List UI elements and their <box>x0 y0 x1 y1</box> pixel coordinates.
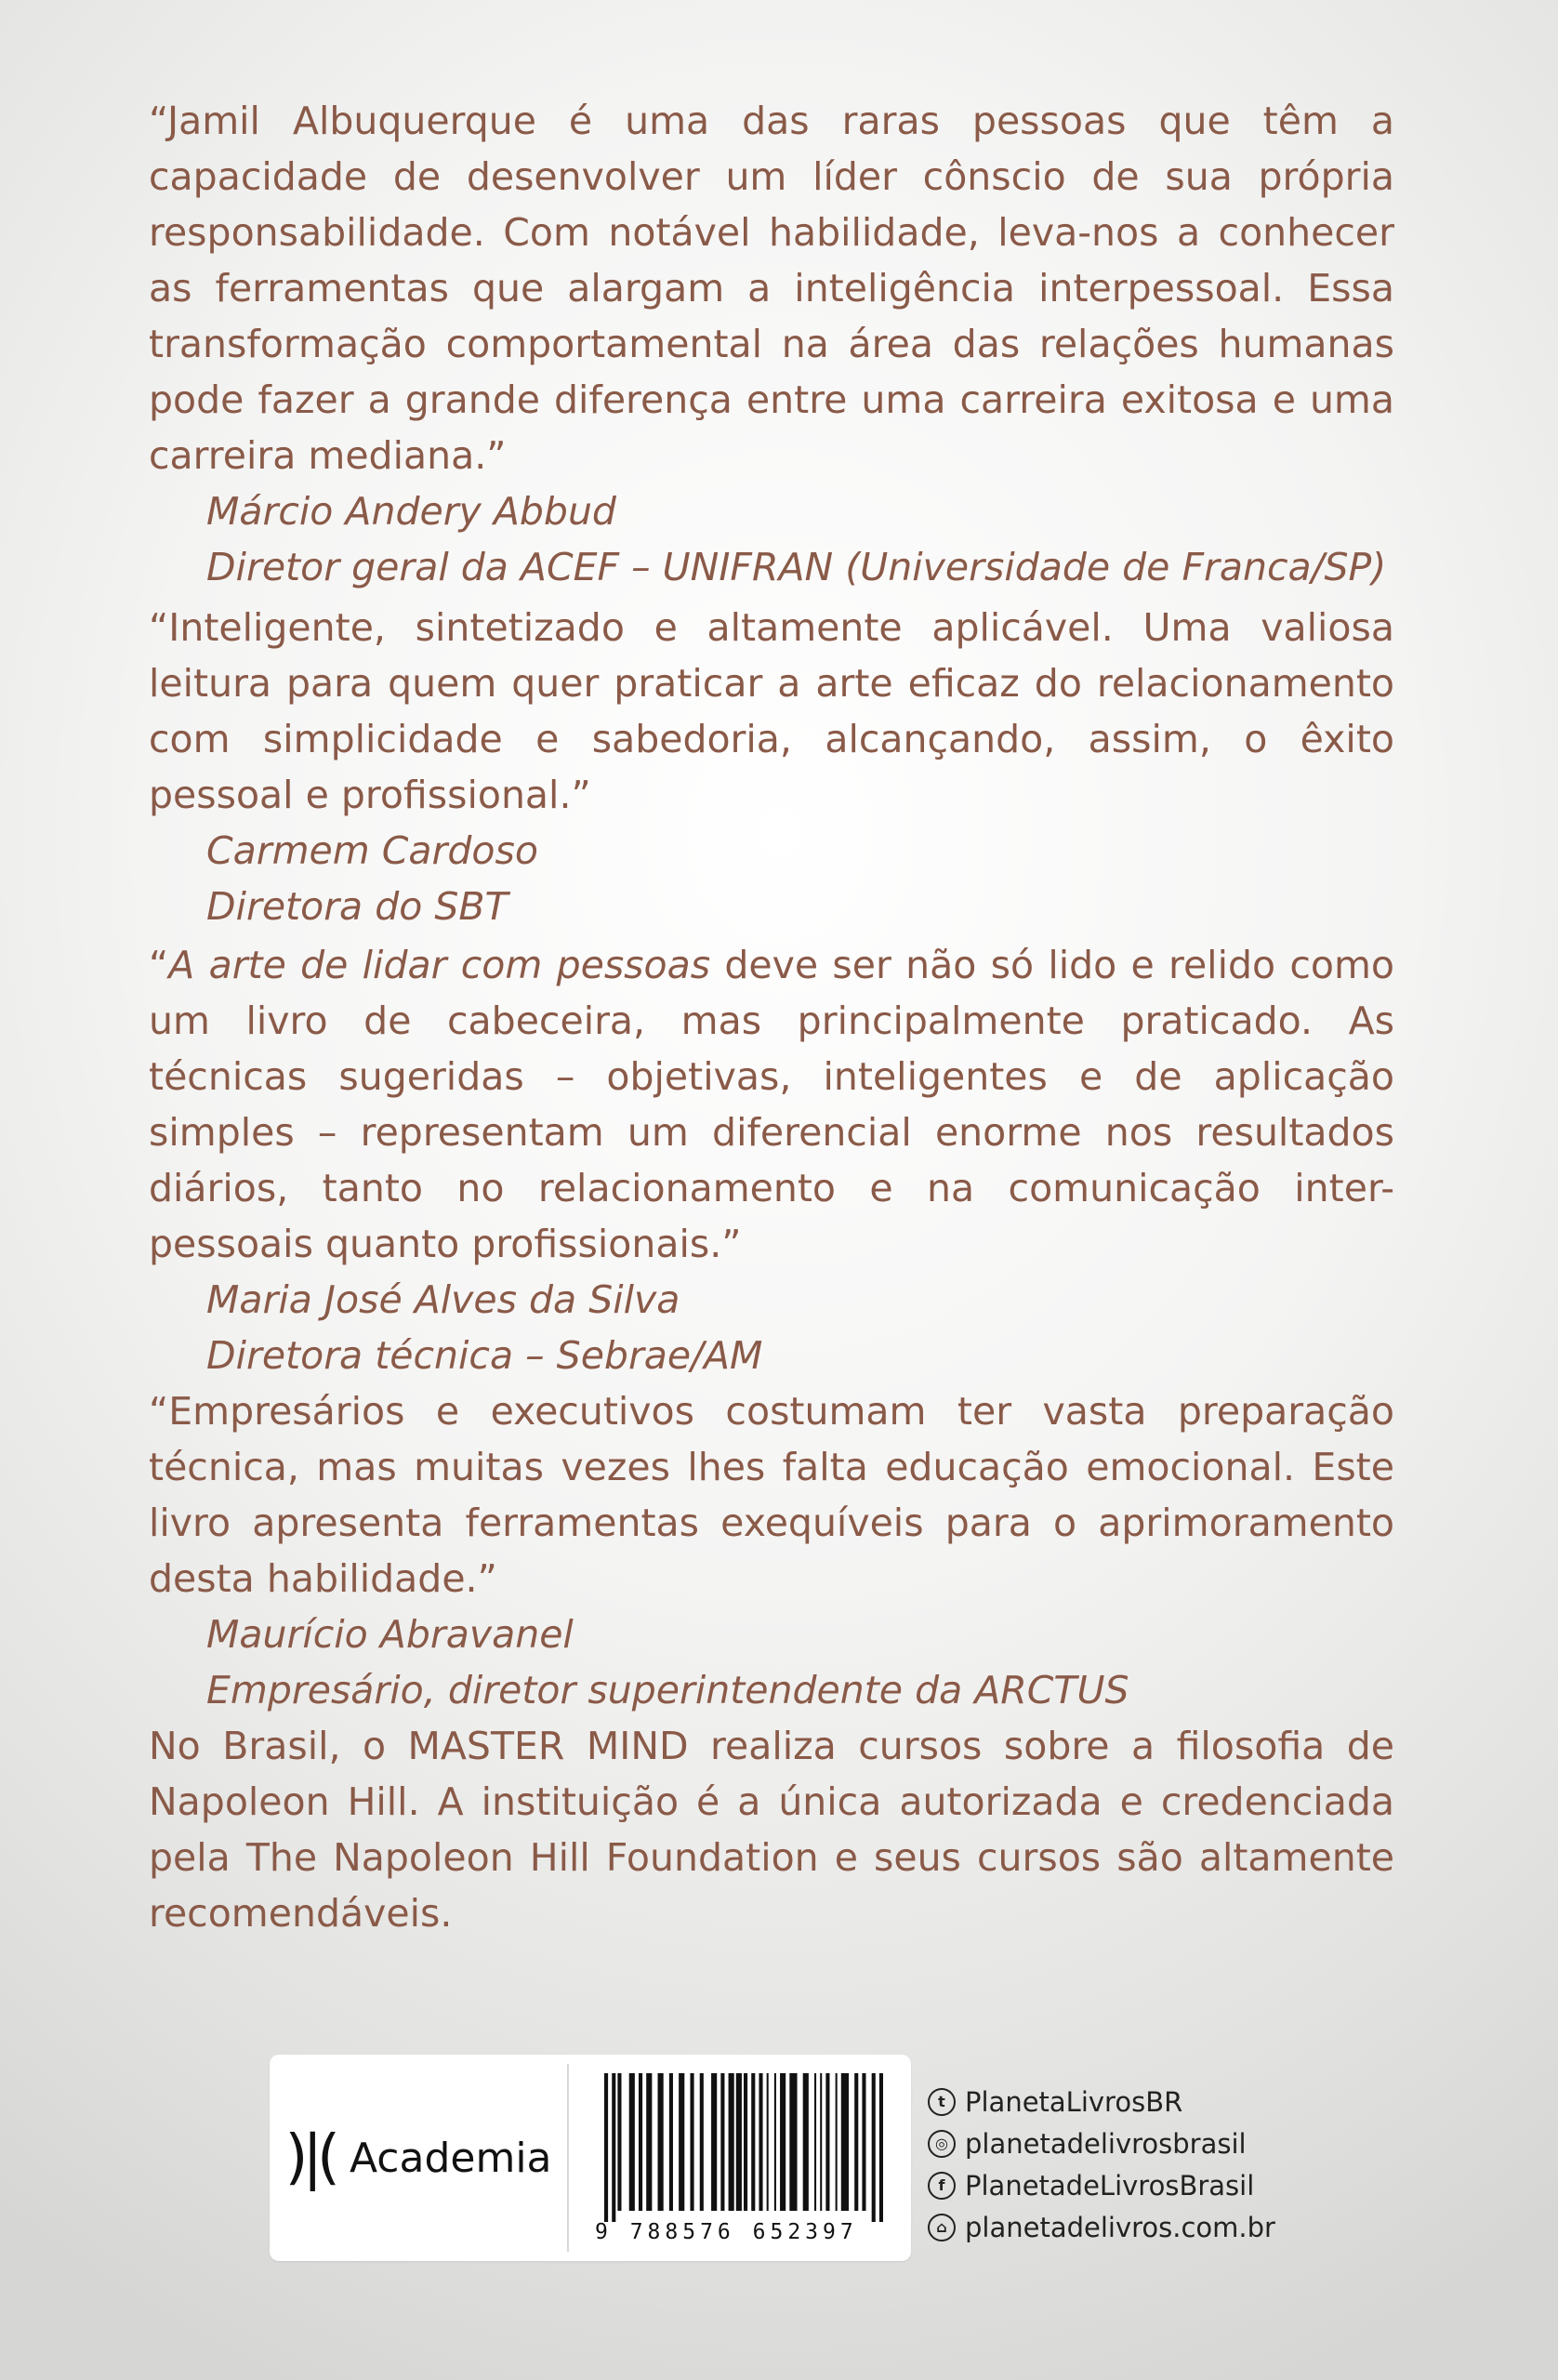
social-label: planetadelivrosbrasil <box>965 2127 1247 2160</box>
quote-text: deve ser não só lido e relido como um livro de cabeceira, mas principalmente praticado. As técnicas sugeridas – objetivas, inteligentes e de aplicação simples – representam um diferencial enorme nos resultados diários, tanto no relacionamento e na comunicação inter-pessoais quanto profissionais.” <box>149 943 1395 1266</box>
barcode-bar <box>825 2073 829 2211</box>
testimonial-quote: “Jamil Albuquerque é uma das raras pessoas que têm a capacidade de desenvolver um líder cônscio de sua própria responsabilidade. Com notável habilidade, leva-nos a conhecer as ferramentas que alargam a inteligência interpessoal. Essa transformação comportamental na área das relações humanas pode fazer a grande diferença entre uma carreira exitosa e uma carreira mediana.” <box>149 99 1394 478</box>
testimonial-author: Márcio Andery Abbud <box>206 489 616 534</box>
barcode-bar <box>646 2073 652 2211</box>
testimonial-author: Maurício Abravanel <box>206 1612 574 1657</box>
social-label: planetadelivros.com.br <box>965 2211 1275 2243</box>
barcode-bar <box>669 2073 673 2211</box>
barcode-bar <box>841 2073 849 2211</box>
closing-paragraph <box>149 1718 1394 1941</box>
social-label: PlanetadeLivrosBrasil <box>965 2169 1255 2202</box>
barcode-bar <box>759 2073 762 2211</box>
barcode-bar <box>780 2073 786 2211</box>
publisher-card <box>270 2055 911 2261</box>
barcode-bar <box>854 2073 858 2211</box>
testimonial-quote: “Empresários e executivos costumam ter vasta preparação técnica, mas muitas vezes lhes falta educação emocional. Este livro apresenta ferramentas exequíveis para o aprimoramento desta habilidade.” <box>149 1389 1394 1601</box>
barcode-bar <box>658 2073 664 2211</box>
website-icon: ⌂ <box>928 2214 956 2241</box>
barcode-bar <box>629 2073 635 2211</box>
social-link-website[interactable] <box>928 2206 1275 2248</box>
testimonial-author: Maria José Alves da Silva <box>206 1277 680 1322</box>
barcode-bar <box>814 2073 816 2211</box>
instagram-icon: ◎ <box>928 2130 956 2158</box>
barcode-bars <box>595 2066 892 2224</box>
barcode-bar <box>836 2073 838 2211</box>
testimonial-role: Empresário, diretor superintendente da ARCTUS <box>206 1668 1129 1712</box>
barcode <box>595 2066 892 2252</box>
barcode-bar <box>700 2073 704 2211</box>
barcode-bar <box>751 2073 755 2211</box>
barcode-bar <box>879 2073 883 2222</box>
social-link-twitter[interactable] <box>928 2081 1275 2122</box>
barcode-bar <box>604 2073 608 2222</box>
barcode-bar <box>862 2073 865 2211</box>
barcode-bar <box>820 2073 822 2211</box>
barcode-bar <box>639 2073 642 2211</box>
barcode-bar <box>767 2073 769 2211</box>
closing-text: No Brasil, o MASTER MIND realiza cursos sobre a filosofia de Napoleon Hill. A instituição é a única autorizada e credenciada pela The Napoleon Hill Foundation e seus cursos são altamente recomendáveis. <box>149 1724 1394 1936</box>
barcode-bar <box>679 2073 684 2211</box>
barcode-bar <box>872 2073 876 2222</box>
publisher-name: Academia <box>349 2134 552 2182</box>
social-link-facebook[interactable] <box>928 2164 1275 2206</box>
publisher-logo <box>270 2055 567 2261</box>
barcode-bar <box>711 2073 717 2211</box>
social-label: PlanetaLivrosBR <box>965 2085 1183 2118</box>
testimonial-role: Diretor geral da ACEF – UNIFRAN (Universidade de Franca/SP) <box>206 545 1387 589</box>
testimonial-role: Diretora do SBT <box>206 884 508 929</box>
barcode-bar <box>803 2073 809 2211</box>
barcode-bar <box>736 2073 742 2211</box>
barcode-bar <box>617 2073 621 2211</box>
barcode-number: 9 788576 652397 <box>595 2220 858 2244</box>
barcode-bar <box>774 2073 776 2211</box>
divider <box>567 2064 569 2252</box>
barcode-bar <box>690 2073 693 2211</box>
testimonial-author: Carmem Cardoso <box>206 828 538 873</box>
testimonial-4 <box>149 1383 1394 1718</box>
testimonial-quote <box>149 937 1394 1272</box>
book-title: A arte de lidar com pessoas <box>168 943 711 987</box>
social-link-instagram[interactable] <box>928 2122 1275 2164</box>
barcode-bar <box>612 2073 615 2222</box>
testimonial-role: Diretora técnica – Sebrae/AM <box>206 1333 763 1378</box>
testimonial-1 <box>149 93 1394 595</box>
testimonial-3 <box>149 937 1394 1383</box>
barcode-bar <box>744 2073 747 2211</box>
social-links <box>928 2081 1275 2248</box>
testimonial-quote: “Inteligente, sintetizado e altamente aplicável. Uma valiosa leitura para quem quer praticar a arte eficaz do relacionamento com simplicidade e sabedoria, alcançando, assim, o êxito pessoal e profissional.” <box>149 605 1394 817</box>
quote-open-mark: “ <box>149 943 169 987</box>
facebook-icon: f <box>928 2172 956 2200</box>
twitter-icon: t <box>928 2088 956 2116</box>
testimonial-2 <box>149 600 1394 934</box>
barcode-bar <box>789 2073 797 2211</box>
barcode-bar <box>729 2073 734 2211</box>
academia-logo-icon: )|( <box>284 2123 335 2192</box>
barcode-bar <box>720 2073 724 2211</box>
